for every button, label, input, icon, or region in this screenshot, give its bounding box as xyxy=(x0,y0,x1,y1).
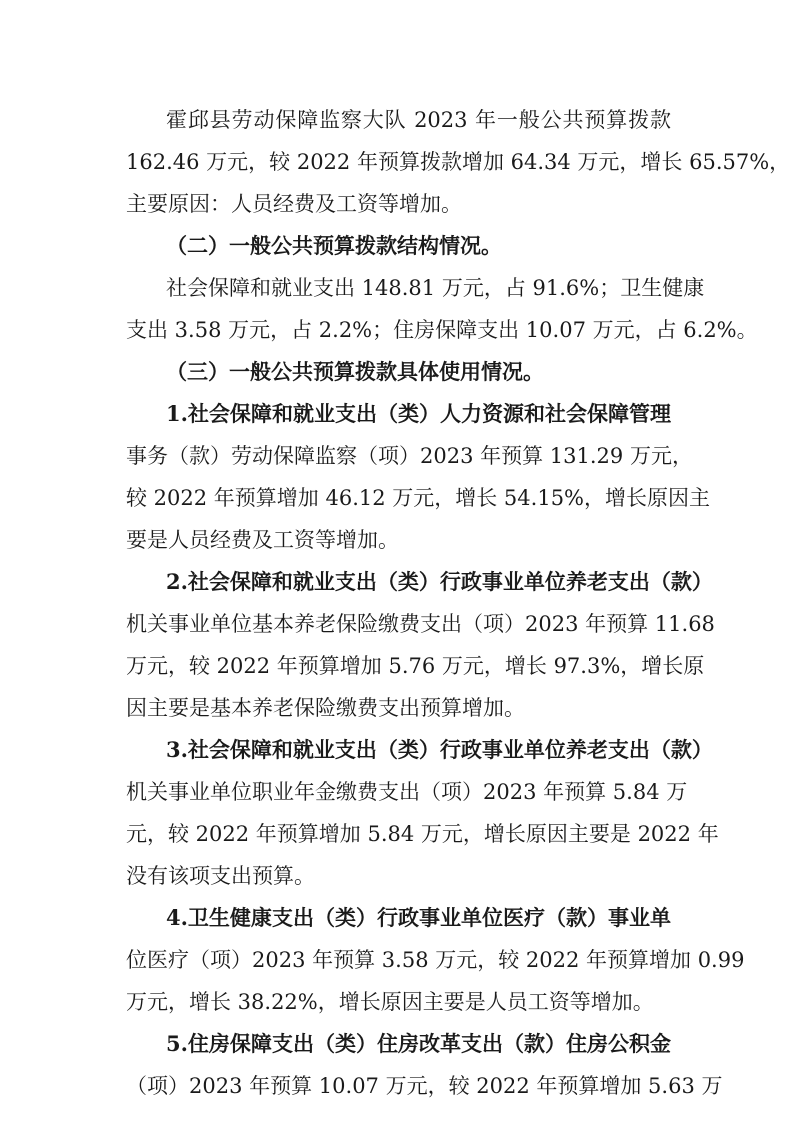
item-heading: 5.住房保障支出（类）住房改革支出（款）住房公积金 xyxy=(166,1031,671,1056)
item-heading: 1.社会保障和就业支出（类）人力资源和社会保障管理 xyxy=(166,401,671,426)
text-line: 162.46 万元，较 2022 年预算拨款增加 64.34 万元，增长 65.57%， xyxy=(126,150,791,174)
text-line: 万元，增长 38.22%，增长原因主要是人员工资等增加。 xyxy=(126,990,654,1014)
text-line: 机关事业单位基本养老保险缴费支出（项）2023 年预算 11.68 xyxy=(126,612,715,636)
text-line: 较 2022 年预算增加 46.12 万元，增长 54.15%，增长原因主 xyxy=(126,486,711,510)
text-line: 因主要是基本养老保险缴费支出预算增加。 xyxy=(126,696,525,720)
section-heading: （三）一般公共预算拨款具体使用情况。 xyxy=(166,359,544,384)
text-line: 位医疗（项）2023 年预算 3.58 万元，较 2022 年预算增加 0.99 xyxy=(126,948,745,972)
text-line: 万元，较 2022 年预算增加 5.76 万元，增长 97.3%，增长原 xyxy=(126,654,705,678)
text-line: 社会保障和就业支出 148.81 万元，占 91.6%；卫生健康 xyxy=(166,276,705,300)
text-line: 元，较 2022 年预算增加 5.84 万元，增长原因主要是 2022 年 xyxy=(126,822,719,846)
text-line: 机关事业单位职业年金缴费支出（项）2023 年预算 5.84 万 xyxy=(126,780,688,804)
text-line: 支出 3.58 万元，占 2.2%；住房保障支出 10.07 万元，占 6.2%。 xyxy=(126,318,758,342)
item-heading: 3.社会保障和就业支出（类）行政事业单位养老支出（款） xyxy=(166,737,713,762)
item-heading: 4.卫生健康支出（类）行政事业单位医疗（款）事业单 xyxy=(166,905,671,930)
text-line: 要是人员经费及工资等增加。 xyxy=(126,528,399,552)
text-line: 霍邱县劳动保障监察大队 2023 年一般公共预算拨款 xyxy=(166,108,671,132)
section-heading: （二）一般公共预算拨款结构情况。 xyxy=(166,233,502,258)
text-line: 事务（款）劳动保障监察（项）2023 年预算 131.29 万元， xyxy=(126,444,693,468)
text-line: （项）2023 年预算 10.07 万元，较 2022 年预算增加 5.63 万 xyxy=(126,1074,723,1098)
text-line: 主要原因：人员经费及工资等增加。 xyxy=(126,192,462,216)
text-line: 没有该项支出预算。 xyxy=(126,864,315,888)
item-heading: 2.社会保障和就业支出（类）行政事业单位养老支出（款） xyxy=(166,569,713,594)
